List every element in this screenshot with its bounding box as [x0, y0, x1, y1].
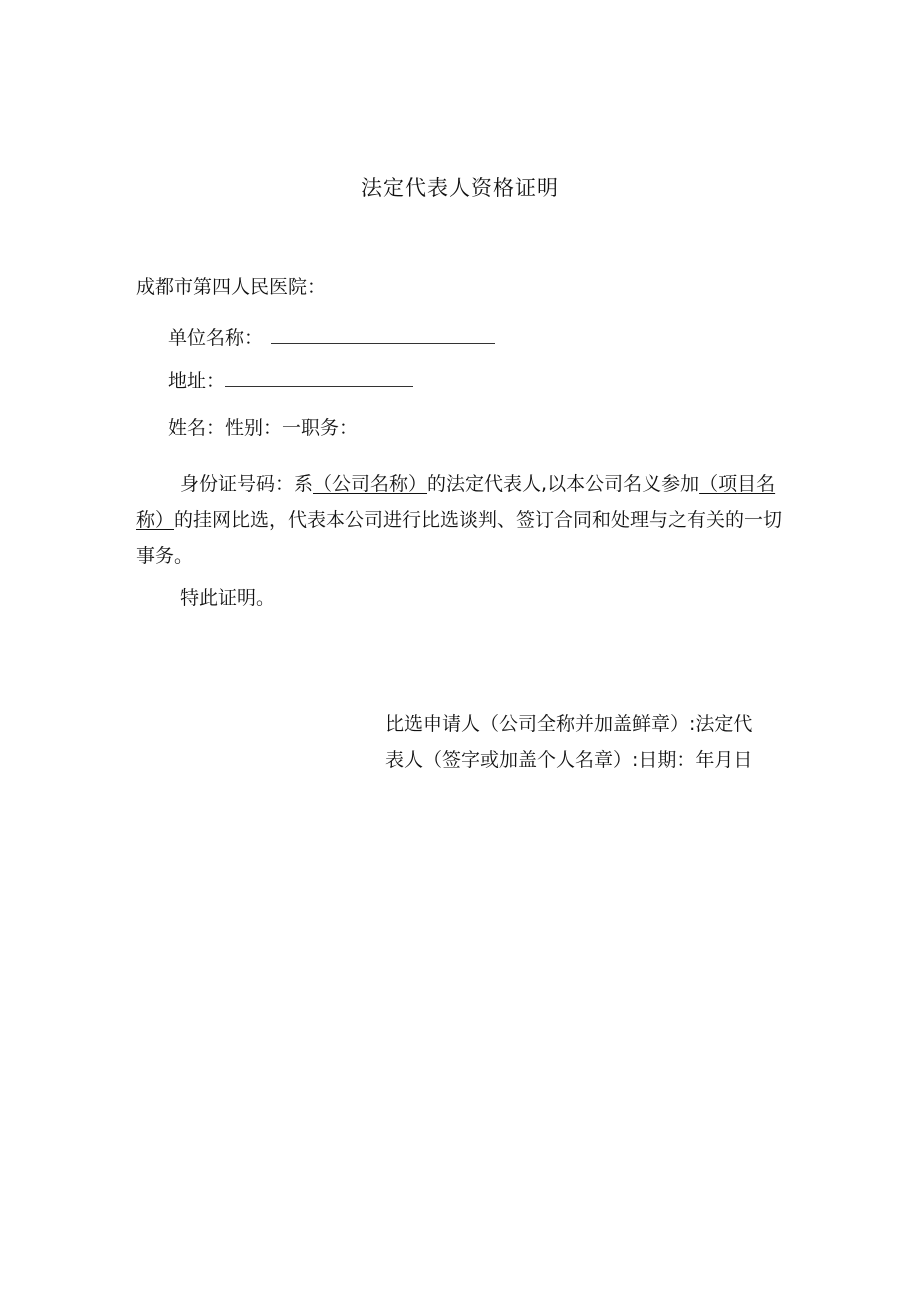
document-title: 法定代表人资格证明 [361, 176, 559, 200]
signature-block [385, 706, 785, 778]
closing-statement: 特此证明。 [180, 587, 276, 609]
body-part-1: 身份证号码：系 [180, 473, 314, 495]
person-info-line: 姓名：性别：一职务： [168, 417, 359, 439]
unit-name-label: 单位名称： [168, 327, 264, 349]
addressee: 成都市第四人民医院： [136, 276, 327, 298]
address-row [168, 366, 413, 394]
body-paragraph [136, 466, 786, 574]
unit-name-row [168, 323, 495, 351]
signature-line-2: 表人（签字或加盖个人名章）:日期：年月日 [385, 749, 753, 771]
address-blank [225, 366, 413, 387]
signature-line-1: 比选申请人（公司全称并加盖鲜章）:法定代 [385, 713, 753, 735]
company-name-placeholder: （公司名称） [313, 473, 428, 495]
address-label: 地址： [168, 370, 226, 392]
project-name-placeholder-a: （项 [699, 473, 738, 495]
body-part-3: 的挂网比选，代表本公司进行比选谈判、签订合同和处理与之有关的一切事务。 [136, 509, 783, 567]
project-name-placeholder-b: 目名称） [136, 473, 776, 531]
unit-name-blank [271, 323, 495, 344]
body-part-2: 的法定代表人,以本公司名义参加 [427, 473, 700, 495]
